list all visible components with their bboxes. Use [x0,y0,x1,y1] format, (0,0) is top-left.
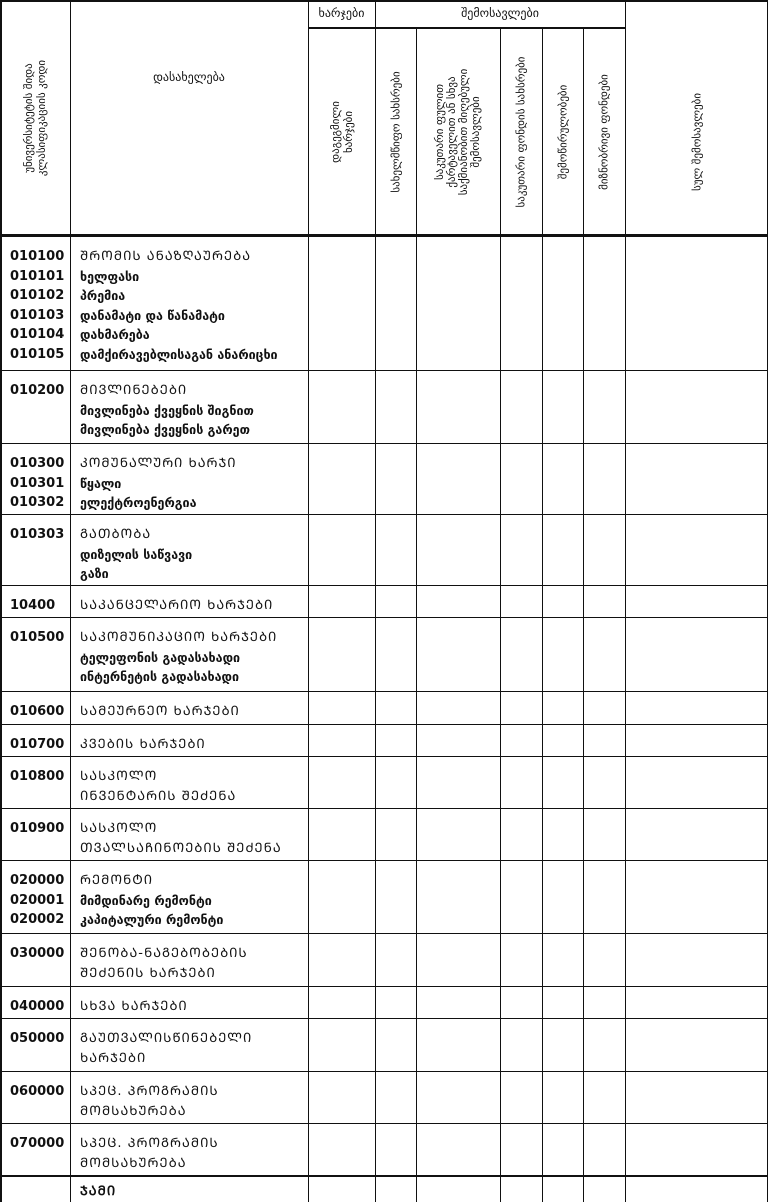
value-cell[interactable] [416,986,500,1018]
row-name-line: მივლინება ქვეყნის შიგნით [80,402,254,418]
value-cell[interactable] [416,1123,500,1176]
row-name-line: ᲡᲐᲛᲔᲣᲠᲜᲔᲝ ᲮᲐᲠᲯᲔᲑᲘ [80,704,240,719]
value-cell[interactable] [308,236,375,370]
header-code-line-2: კლასიფიკაციის კოდი [35,59,48,177]
row-name [80,756,308,808]
row-line [0,986,768,987]
row-code: 010600 [10,704,65,719]
row-code: 010103 [10,307,65,323]
row-line [0,514,768,515]
row-code: 020000 [10,873,65,888]
row-name [80,1123,308,1176]
row-name-line: დიზელის საწვავი [80,546,193,562]
value-cell[interactable] [308,724,375,756]
header-planned-expenses [308,28,375,236]
row-codes [0,756,70,808]
row-code: 060000 [10,1084,65,1099]
value-cell[interactable] [500,443,542,514]
value-cell[interactable] [625,514,768,585]
value-cell[interactable] [583,724,625,756]
row-code: 010302 [10,495,65,510]
row-codes [0,724,70,756]
value-cell[interactable] [583,443,625,514]
value-cell[interactable] [625,691,768,724]
row-code: 010105 [10,346,65,362]
row-name-line: ᲙᲝᲛᲣᲜᲐᲚᲣᲠᲘ ᲮᲐᲠᲯᲘ [80,456,237,471]
header-donations-label [556,85,569,180]
value-cell[interactable] [542,585,583,617]
header-own-fund-label [515,57,528,208]
value-cell[interactable] [542,860,583,933]
row-name [80,691,308,724]
value-cell[interactable] [500,808,542,860]
value-cell[interactable] [500,1071,542,1123]
header-expenses-group [308,0,375,28]
row-code: 010300 [10,456,65,471]
sub-col-4-line-0: შემოწირულობები [556,84,569,180]
row-codes [0,860,70,933]
value-cell[interactable] [542,617,583,691]
row-line [0,724,768,725]
row-line [0,1175,768,1178]
value-cell[interactable] [375,1123,416,1176]
value-cell[interactable] [542,933,583,986]
row-name-line: ტელეფონის გადასახადი [80,649,241,665]
sub-col-2-line-0: საკუთარი ფულით [433,83,446,181]
value-cell[interactable] [625,1123,768,1176]
row-code: 010303 [10,527,65,542]
value-cell[interactable] [583,1018,625,1071]
row-codes [0,1018,70,1071]
value-cell[interactable] [416,1018,500,1071]
row-codes [0,1123,70,1176]
value-cell[interactable] [500,617,542,691]
header-total-income [625,0,768,236]
row-codes [0,617,70,691]
row-line [0,1071,768,1072]
value-cell[interactable] [500,370,542,443]
row-name-line: ᲛᲘᲕᲚᲘᲜᲔᲑᲔᲑᲘ [80,383,188,398]
value-cell[interactable] [375,860,416,933]
row-codes [0,585,70,617]
value-cell[interactable] [542,370,583,443]
header-own-fund [500,28,542,236]
sub-col-0-line-0: დაგეგმილი [328,101,342,163]
row-name-line: ᲨᲠᲝᲛᲘᲡ ᲐᲜᲐᲖᲦᲐᲣᲠᲔᲑᲐ [80,249,252,264]
column-line [583,28,585,1202]
sub-col-2-line-2: საქმიანობით მიღებული [457,68,470,196]
value-cell[interactable] [375,617,416,691]
row-code: 040000 [10,999,65,1014]
row-name [80,1071,308,1123]
value-cell[interactable] [583,617,625,691]
row-name-line: ᲒᲐᲣᲗᲕᲐᲚᲘᲡᲬᲘᲜᲔᲑᲔᲚᲘ [80,1031,253,1046]
row-line [0,617,768,618]
value-cell[interactable] [375,585,416,617]
row-name-line: დანამატი და წანამატი [80,307,225,323]
value-cell[interactable] [625,808,768,860]
row-name [80,1176,308,1202]
sub-col-2-line-1: ქარტაველით ან სხვა [445,76,458,188]
row-line [0,860,768,861]
row-code: 010900 [10,821,65,836]
row-name [80,933,308,986]
header-own-income [416,28,500,236]
row-code: 010104 [10,327,65,342]
row-codes [0,443,70,514]
row-codes [0,1071,70,1123]
value-cell[interactable] [416,756,500,808]
row-code: 010500 [10,630,65,645]
value-cell[interactable] [308,1018,375,1071]
value-cell[interactable] [500,860,542,933]
value-cell[interactable] [416,860,500,933]
value-cell[interactable] [625,617,768,691]
value-cell[interactable] [308,1071,375,1123]
row-code: 050000 [10,1031,65,1046]
row-name-line: ᲡᲮᲕᲐ ᲮᲐᲠᲯᲔᲑᲘ [80,999,188,1014]
value-cell[interactable] [375,808,416,860]
row-name [80,724,308,756]
sub-col-5-line-0: მიზნობრივი ფონდები [597,74,611,190]
value-cell[interactable] [308,514,375,585]
value-cell[interactable] [308,691,375,724]
row-code: 020002 [10,912,65,927]
value-cell[interactable] [542,724,583,756]
value-cell[interactable] [500,986,542,1018]
value-cell[interactable] [625,585,768,617]
row-name-line: ᲡᲐᲙᲐᲜᲪᲔᲚᲐᲠᲘᲝ ᲮᲐᲠᲯᲔᲑᲘ [80,598,274,613]
row-line [0,370,768,371]
value-cell[interactable] [375,986,416,1018]
value-cell[interactable] [500,756,542,808]
column-line [500,28,502,1202]
row-name [80,370,308,443]
value-cell[interactable] [308,443,375,514]
row-code: 020001 [10,892,65,908]
value-cell[interactable] [416,724,500,756]
value-cell[interactable] [500,691,542,724]
header-state-funds [375,28,416,236]
value-cell[interactable] [625,933,768,986]
row-name [80,585,308,617]
sub-col-0-line-1: ხარჯები [341,110,355,154]
row-name-line: დამქირავებლისაგან ანარიცხი [80,346,278,362]
column-line [308,0,310,1202]
row-code: 010800 [10,769,65,784]
value-cell[interactable] [583,236,625,370]
value-cell[interactable] [625,370,768,443]
value-cell[interactable] [583,1176,625,1202]
value-cell[interactable] [416,236,500,370]
value-cell[interactable] [500,1176,542,1202]
column-line [625,0,627,1202]
header-group-divider [308,27,625,29]
value-cell[interactable] [583,933,625,986]
row-codes [0,933,70,986]
header-target-funds-label [598,74,611,190]
value-cell[interactable] [375,933,416,986]
row-name-line: ᲨᲔᲫᲔᲜᲘᲡ ᲮᲐᲠᲯᲔᲑᲘ [80,965,216,981]
row-codes [0,691,70,724]
header-income-label: შემოსავლები [461,6,539,20]
value-cell[interactable] [583,756,625,808]
header-bottom-line [0,234,768,237]
value-cell[interactable] [625,1018,768,1071]
row-name-line: ᲙᲕᲔᲑᲘᲡ ᲮᲐᲠᲯᲔᲑᲘ [80,737,206,752]
value-cell[interactable] [625,443,768,514]
value-cell[interactable] [416,617,500,691]
value-cell[interactable] [542,986,583,1018]
border-top [0,0,768,2]
row-name-line: ხელფასი [80,268,140,284]
row-name-line: პრემია [80,288,126,303]
value-cell[interactable] [500,1123,542,1176]
value-cell[interactable] [542,236,583,370]
row-name [80,808,308,860]
row-name-line: ᲡᲐᲙᲝᲛᲣᲜᲘᲙᲐᲪᲘᲝ ᲮᲐᲠᲯᲔᲑᲘ [80,630,278,645]
row-name [80,986,308,1018]
value-cell[interactable] [542,1123,583,1176]
value-cell[interactable] [416,443,500,514]
row-name-line: ᲡᲞᲔᲪ. ᲞᲠᲝᲒᲠᲐᲛᲘᲡ [80,1084,219,1099]
row-name-line: ᲡᲞᲔᲪ. ᲞᲠᲝᲒᲠᲐᲛᲘᲡ [80,1136,219,1151]
row-name-line: ᲡᲐᲡᲙᲝᲚᲝ [80,769,158,784]
header-total-income-label [690,93,703,191]
row-name [80,514,308,585]
value-cell[interactable] [308,1123,375,1176]
value-cell[interactable] [542,1176,583,1202]
value-cell[interactable] [375,370,416,443]
row-codes [0,236,70,370]
row-codes [0,808,70,860]
header-code-line-1: უნივერსიტეტის შიდა [22,63,35,173]
row-line [0,1123,768,1124]
value-cell[interactable] [375,443,416,514]
value-cell[interactable] [416,933,500,986]
value-cell[interactable] [542,1018,583,1071]
row-name-line: ᲒᲐᲗᲑᲝᲑᲐ [80,527,152,542]
value-cell[interactable] [542,443,583,514]
value-cell[interactable] [416,1176,500,1202]
total-col-label: სულ შემოსავლები [690,92,703,191]
value-cell[interactable] [308,986,375,1018]
value-cell[interactable] [308,860,375,933]
value-cell[interactable] [375,1176,416,1202]
row-line [0,691,768,692]
value-cell[interactable] [308,585,375,617]
row-name [80,617,308,691]
value-cell[interactable] [625,1071,768,1123]
value-cell[interactable] [542,1071,583,1123]
value-cell[interactable] [625,236,768,370]
value-cell[interactable] [416,1071,500,1123]
column-line [542,28,544,1202]
value-cell[interactable] [308,370,375,443]
row-name-line: გაზი [80,566,109,581]
value-cell[interactable] [542,691,583,724]
row-codes [0,514,70,585]
header-state-funds-label [389,71,402,192]
row-name-line: ᲛᲝᲛᲡᲐᲮᲣᲠᲔᲑᲐ [80,1155,187,1171]
value-cell[interactable] [308,756,375,808]
value-cell[interactable] [583,691,625,724]
row-codes [0,986,70,1018]
row-code: 010700 [10,737,65,752]
row-name [80,443,308,514]
row-name [80,236,308,370]
header-code-cell [0,0,70,236]
row-line [0,443,768,444]
header-code-label [22,60,48,176]
row-code: 010100 [10,249,65,264]
row-name-line: ᲮᲐᲠᲯᲔᲑᲘ [80,1050,147,1066]
value-cell[interactable] [308,1176,375,1202]
sub-col-1-line-0: სახელმწიფო სახსრები [389,71,402,193]
value-cell[interactable] [625,1176,768,1202]
value-cell[interactable] [308,933,375,986]
sub-col-3-line-0: საკუთარი ფონდის სახსრები [514,56,528,208]
row-name-line: მივლინება ქვეყნის გარეთ [80,422,250,437]
value-cell[interactable] [583,860,625,933]
row-name-line: ინტერნეტის გადასახადი [80,669,239,684]
value-cell[interactable] [375,756,416,808]
value-cell[interactable] [583,1123,625,1176]
column-line [416,28,418,1202]
row-name-line: მიმდინარე რემონტი [80,892,212,908]
row-name-line: ᲨᲔᲜᲝᲑᲐ-ᲜᲐᲒᲔᲑᲝᲑᲔᲑᲘᲡ [80,946,248,961]
row-name-line: კაპიტალური რემონტი [80,912,224,927]
value-cell[interactable] [583,986,625,1018]
header-own-income-label [434,69,482,196]
value-cell[interactable] [416,585,500,617]
row-code: 010301 [10,475,65,491]
column-line [375,0,377,1202]
row-name-line: ელექტროენერგია [80,495,197,510]
row-line [0,1018,768,1019]
value-cell[interactable] [625,986,768,1018]
value-cell[interactable] [500,1018,542,1071]
row-line [0,756,768,757]
row-name-line: წყალი [80,475,122,491]
value-cell[interactable] [583,514,625,585]
row-name-line: ᲛᲝᲛᲡᲐᲮᲣᲠᲔᲑᲐ [80,1103,187,1119]
row-code: 010102 [10,288,65,303]
header-target-funds [583,28,625,236]
value-cell[interactable] [308,617,375,691]
value-cell[interactable] [500,236,542,370]
header-income-group [375,0,625,28]
row-code: 030000 [10,946,65,961]
header-planned-expenses-label [329,101,355,163]
row-line [0,585,768,586]
value-cell[interactable] [542,808,583,860]
value-cell[interactable] [625,860,768,933]
value-cell[interactable] [542,756,583,808]
value-cell[interactable] [542,514,583,585]
row-codes [0,370,70,443]
value-cell[interactable] [500,933,542,986]
header-name-cell [70,0,308,236]
value-cell[interactable] [416,370,500,443]
row-name-line: დახმარება [80,327,150,342]
sub-col-2-line-3: შემოსავლები [469,96,482,168]
row-code: 070000 [10,1136,65,1151]
value-cell[interactable] [625,756,768,808]
row-name-line: ᲯᲐᲛᲘ [80,1184,117,1199]
row-code: 010200 [10,383,65,398]
header-name-label: დასახელება [153,70,225,84]
value-cell[interactable] [375,1018,416,1071]
value-cell[interactable] [500,514,542,585]
value-cell[interactable] [583,808,625,860]
row-name [80,1018,308,1071]
header-donations [542,28,583,236]
value-cell[interactable] [583,1071,625,1123]
column-line [70,0,72,1202]
value-cell[interactable] [375,514,416,585]
value-cell[interactable] [416,808,500,860]
value-cell[interactable] [375,1071,416,1123]
value-cell[interactable] [500,585,542,617]
row-name-line: ᲡᲐᲡᲙᲝᲚᲝ [80,821,158,836]
row-name-line: ᲠᲔᲛᲝᲜᲢᲘ [80,873,154,888]
value-cell[interactable] [416,514,500,585]
row-name-line: ᲗᲕᲐᲚᲡᲐᲩᲘᲜᲝᲔᲑᲘᲡ ᲨᲔᲫᲔᲜᲐ [80,840,282,856]
value-cell[interactable] [375,691,416,724]
row-codes [0,1176,70,1202]
header-expenses-label: ხარჯები [318,6,365,20]
value-cell[interactable] [375,236,416,370]
value-cell[interactable] [308,808,375,860]
row-code: 10400 [10,598,56,613]
row-name-line: ᲘᲜᲕᲔᲜᲢᲐᲠᲘᲡ ᲨᲔᲫᲔᲜᲐ [80,788,237,804]
value-cell[interactable] [416,691,500,724]
value-cell[interactable] [500,724,542,756]
row-name [80,860,308,933]
value-cell[interactable] [583,370,625,443]
row-code: 010101 [10,268,65,284]
value-cell[interactable] [625,724,768,756]
border-left [0,0,2,1202]
row-line [0,808,768,809]
value-cell[interactable] [375,724,416,756]
value-cell[interactable] [583,585,625,617]
row-line [0,933,768,934]
